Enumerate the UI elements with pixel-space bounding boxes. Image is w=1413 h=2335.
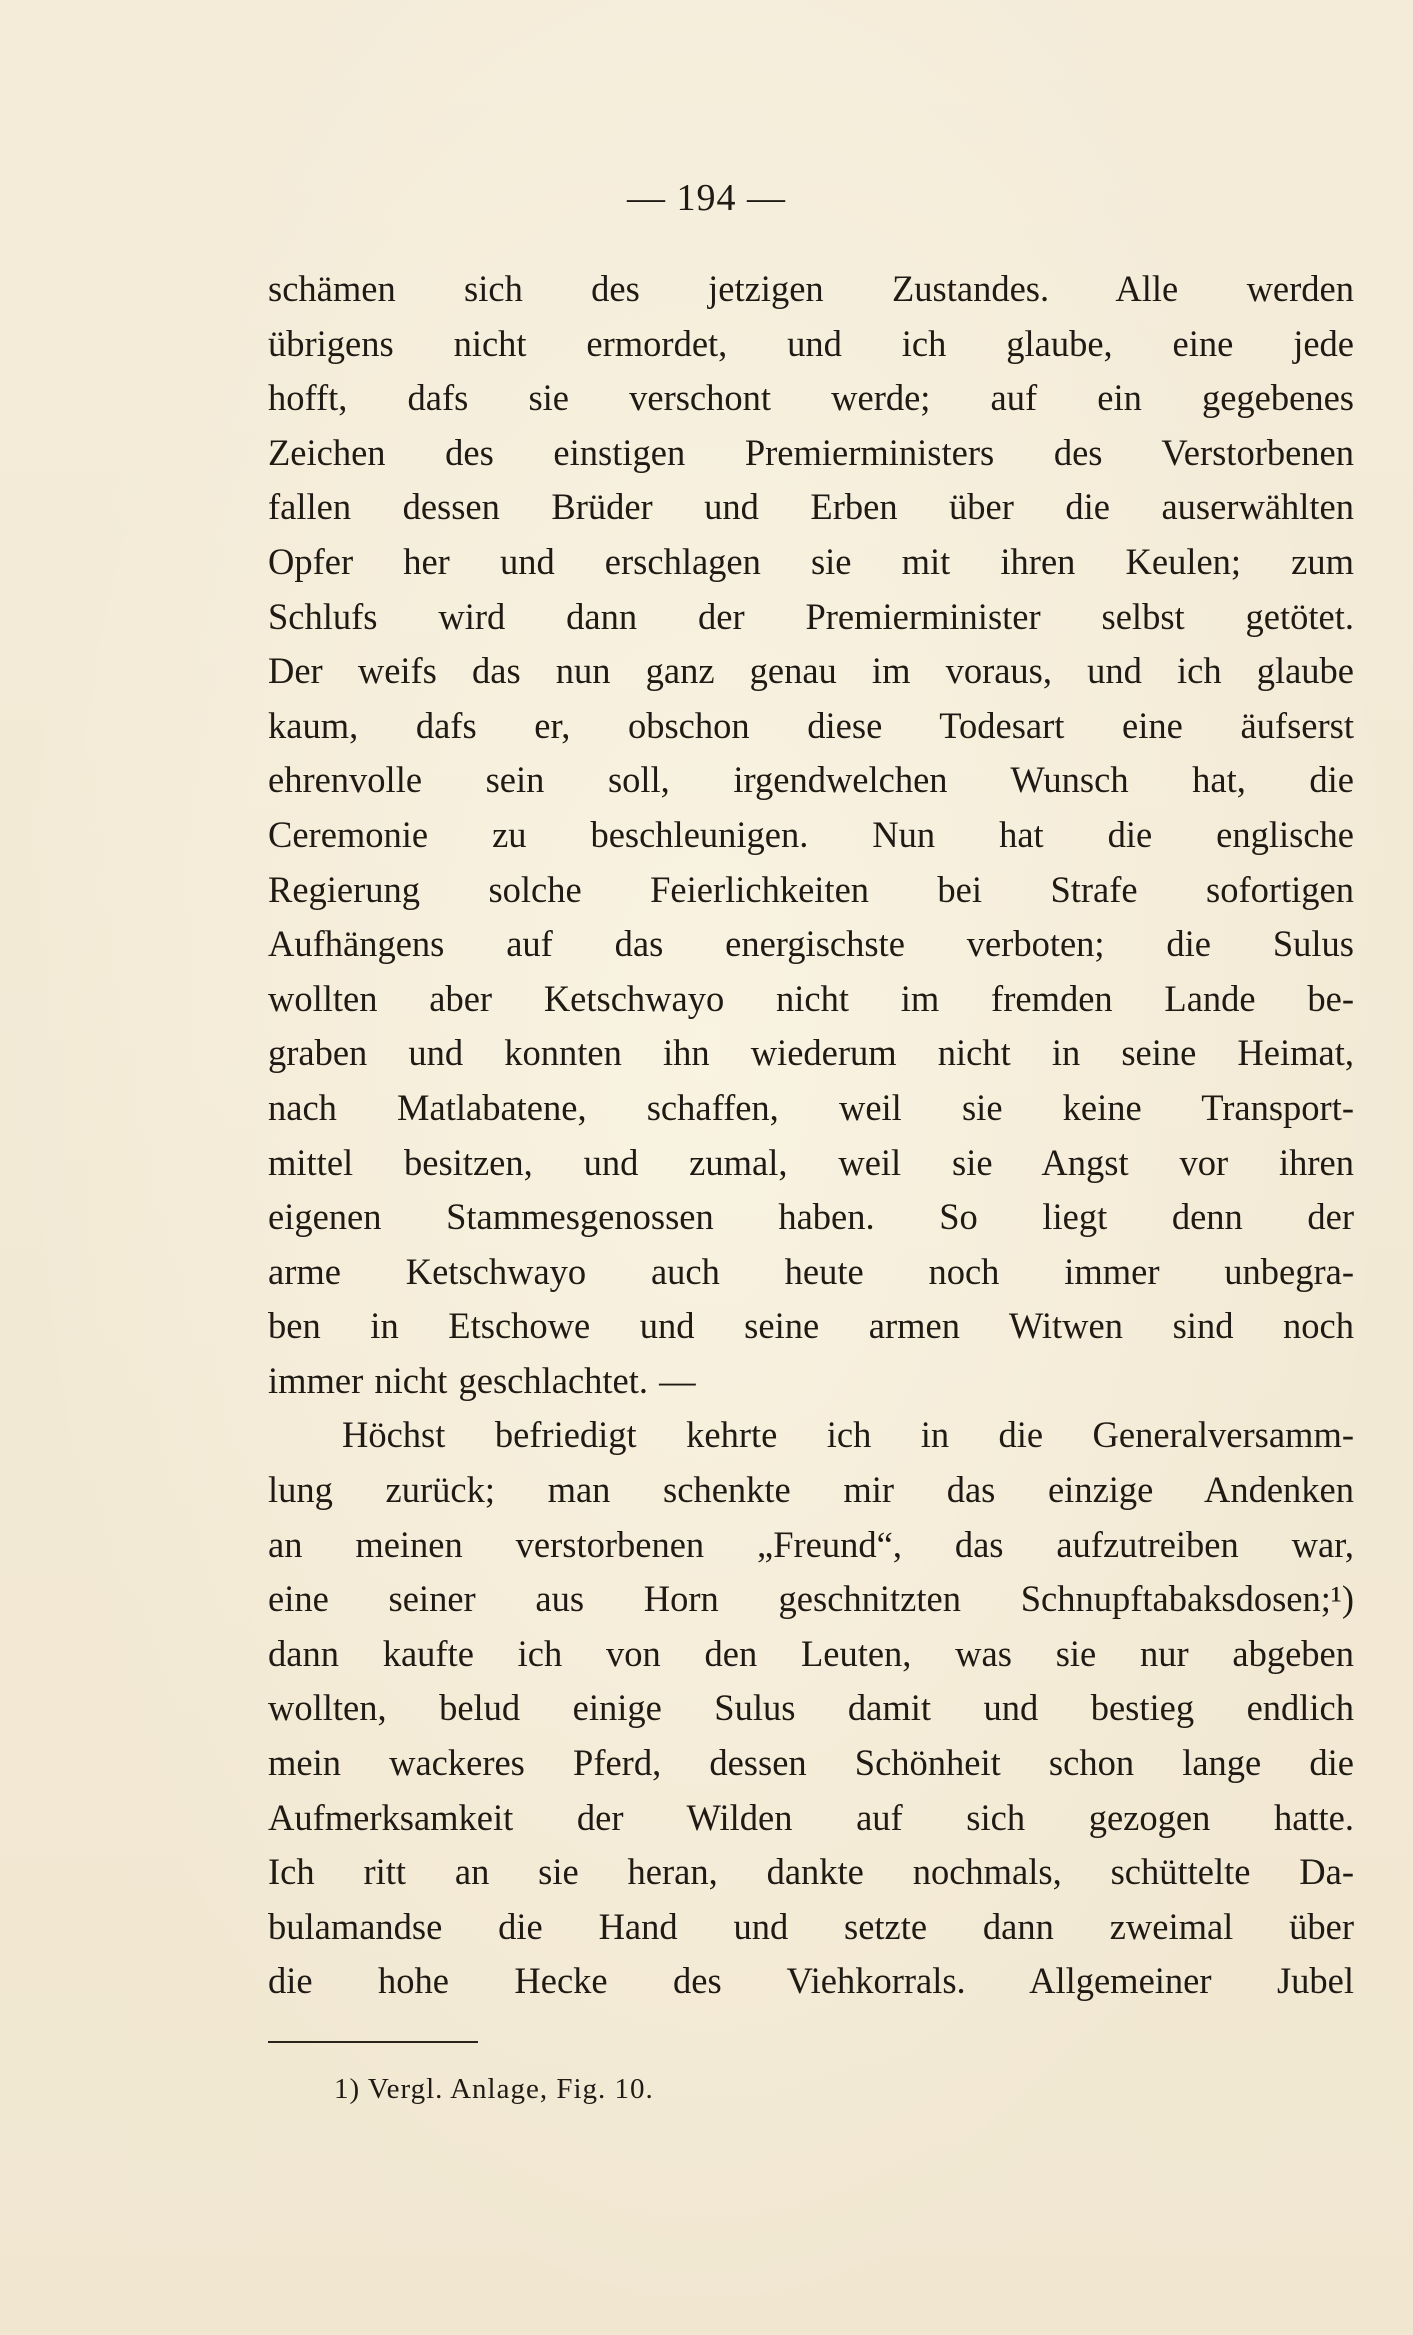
text-line: ben in Etschowe und seine armen Witwen sind noch	[268, 1305, 1354, 1347]
text-line: Aufmerksamkeit der Wilden auf sich gezogen hatte.	[268, 1796, 1354, 1838]
text-line: wollten, belud einige Sulus damit und bestieg endlich	[268, 1687, 1354, 1729]
text-line: graben und konnten ihn wiederum nicht in seine Heimat,	[268, 1032, 1354, 1074]
text-line: dann kaufte ich von den Leuten, was sie nur abgeben	[268, 1632, 1354, 1674]
page-number: — 194 —	[627, 177, 786, 219]
text-line: übrigens nicht ermordet, und ich glaube, eine jede	[268, 322, 1354, 364]
text-line: eine seiner aus Horn geschnitzten Schnupftabaksdosen;¹)	[268, 1578, 1354, 1620]
text-line: bulamandse die Hand und setzte dann zweimal über	[268, 1905, 1354, 1947]
text-line: mittel besitzen, und zumal, weil sie Angst vor ihren	[268, 1141, 1354, 1183]
text-line: arme Ketschwayo auch heute noch immer unbegra-	[268, 1250, 1354, 1292]
text-line: Ceremonie zu beschleunigen. Nun hat die englische	[268, 813, 1354, 855]
text-line: mein wackeres Pferd, dessen Schönheit schon lange die	[268, 1742, 1354, 1784]
text-line: Zeichen des einstigen Premierministers des Verstorbenen	[268, 431, 1354, 473]
footnote: 1) Vergl. Anlage, Fig. 10.	[334, 2073, 654, 2105]
text-line: nach Matlabatene, schaffen, weil sie keine Transport-	[268, 1086, 1354, 1128]
text-line: Der weifs das nun ganz genau im voraus, und ich glaube	[268, 650, 1354, 692]
text-line: fallen dessen Brüder und Erben über die auserwählten	[268, 486, 1354, 528]
text-line: an meinen verstorbenen „Freund“, das aufzutreiben war,	[268, 1523, 1354, 1565]
text-line: Aufhängens auf das energischste verboten; die Sulus	[268, 923, 1354, 965]
text-line: ehrenvolle sein soll, irgendwelchen Wunsch hat, die	[268, 759, 1354, 801]
text-line: kaum, dafs er, obschon diese Todesart eine äufserst	[268, 704, 1354, 746]
text-line: wollten aber Ketschwayo nicht im fremden Lande be-	[268, 977, 1354, 1019]
text-line: eigenen Stammesgenossen haben. So liegt denn der	[268, 1196, 1354, 1238]
text-line: lung zurück; man schenkte mir das einzige Andenken	[268, 1469, 1354, 1511]
text-line: Ich ritt an sie heran, dankte nochmals, schüttelte Da-	[268, 1851, 1354, 1893]
text-line: die hohe Hecke des Viehkorrals. Allgemeiner Jubel	[268, 1960, 1354, 2002]
text-line: Regierung solche Feierlichkeiten bei Strafe sofortigen	[268, 868, 1354, 910]
text-line: hofft, dafs sie verschont werde; auf ein gegebenes	[268, 377, 1354, 419]
footnote-divider	[268, 2041, 478, 2043]
text-line: Opfer her und erschlagen sie mit ihren Keulen; zum	[268, 540, 1354, 582]
body-text	[268, 262, 1354, 2009]
text-line: immer nicht geschlachtet. —	[268, 1359, 696, 1401]
text-line: schämen sich des jetzigen Zustandes. Alle werden	[268, 268, 1354, 309]
paragraph-start-line: Höchst befriedigt kehrte ich in die Generalversamm-	[342, 1414, 1354, 1456]
text-line: Schlufs wird dann der Premierminister selbst getötet.	[268, 595, 1354, 637]
